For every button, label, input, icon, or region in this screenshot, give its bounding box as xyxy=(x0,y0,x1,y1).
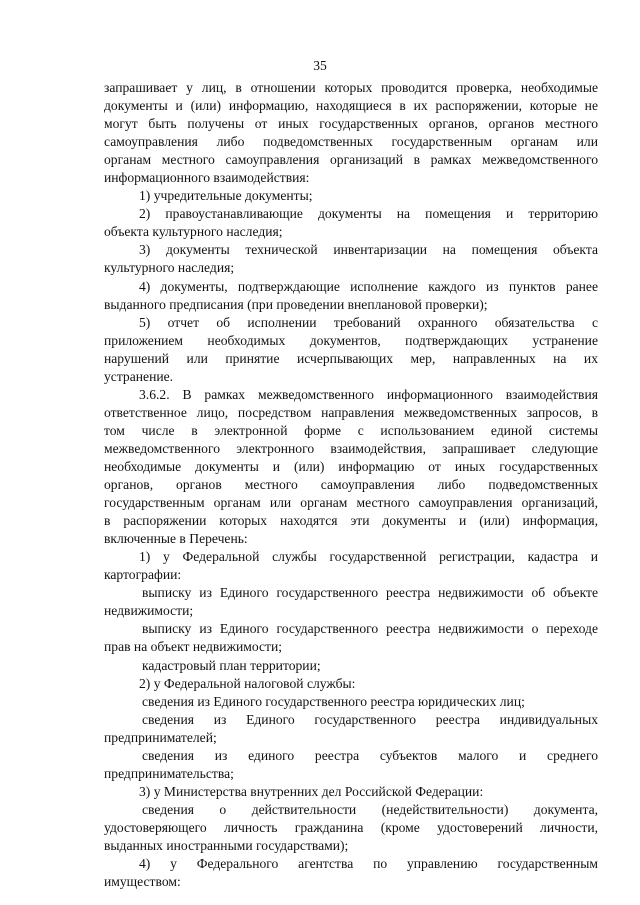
text-line: межведомственного электронного взаимодействия, запрашивает следующие xyxy=(104,440,598,456)
text-line: выписку из Единого государственного реестра недвижимости о переходе xyxy=(142,621,598,637)
text-line: 4) у Федерального агентства по управлению государственным xyxy=(139,856,598,872)
text-line: сведения из Единого государственного реестра юридических лиц; xyxy=(142,693,525,709)
text-line: в распоряжении которых находятся эти документы и (или) информация, xyxy=(104,513,598,529)
text-line: 1) учредительные документы; xyxy=(139,188,313,204)
text-line: ответственное лицо, посредством направления межведомственных запросов, в xyxy=(104,404,598,420)
text-line: 2) правоустанавливающие документы на помещения и территорию xyxy=(139,206,598,222)
text-line: предпринимательства; xyxy=(104,765,234,781)
text-line: недвижимости; xyxy=(104,603,194,619)
text-line: культурного наследия; xyxy=(104,260,235,276)
text-line: кадастровый план территории; xyxy=(142,657,321,673)
text-line: документы и (или) информацию, находящиеся в их распоряжении, которые не xyxy=(104,98,598,114)
document-body xyxy=(104,79,598,891)
text-line: запрашивает у лиц, в отношении которых проводится проверка, необходимые xyxy=(104,80,598,95)
page-number: 35 xyxy=(313,58,327,73)
text-line: предпринимателей; xyxy=(104,729,217,745)
text-line: прав на объект недвижимости; xyxy=(104,639,282,655)
text-line: органов, органов местного самоуправления либо подведомственных xyxy=(104,477,598,493)
text-line: выданных иностранными государствами); xyxy=(104,837,349,853)
text-line: выписку из Единого государственного реестра недвижимости об объекте xyxy=(142,585,598,601)
text-line: выданного предписания (при проведении внеплановой проверки); xyxy=(104,296,488,312)
text-line: сведения из единого реестра субъектов малого и среднего xyxy=(142,747,598,763)
text-line: нарушений или принятие исчерпывающих мер, направленных на их xyxy=(104,350,598,366)
text-line: имуществом: xyxy=(104,874,181,890)
text-line: сведения из Единого государственного реестра индивидуальных xyxy=(142,711,598,727)
text-line: удостоверяющего личность гражданина (кроме удостоверений личности, xyxy=(104,819,598,835)
text-line: информационного взаимодействия: xyxy=(104,170,310,186)
text-line: 3) у Министерства внутренних дел Российской Федерации: xyxy=(139,783,484,799)
text-line: 3) документы технической инвентаризации на помещения объекта xyxy=(139,242,598,258)
text-line: приложением необходимых документов, подтверждающих устранение xyxy=(104,332,598,348)
text-line: органам местного самоуправления организаций в рамках межведомственного xyxy=(104,152,598,168)
text-line: 2) у Федеральной налоговой службы: xyxy=(139,675,356,691)
text-line: государственным органам или органам местного самоуправления организаций, xyxy=(104,495,598,511)
text-line: могут быть получены от иных государственных органов, органов местного xyxy=(104,116,598,132)
text-line: том числе в электронной форме с использованием единой системы xyxy=(104,422,598,438)
text-line: объекта культурного наследия; xyxy=(104,224,283,240)
text-line: необходимые документы и (или) информацию от иных государственных xyxy=(104,458,598,474)
text-line: самоуправления либо подведомственных государственным органам или xyxy=(104,134,598,150)
text-line: сведения о действительности (недействительности) документа, xyxy=(142,801,598,817)
text-line: 3.6.2. В рамках межведомственного информационного взаимодействия xyxy=(139,386,598,402)
text-line: 4) документы, подтверждающие исполнение каждого из пунктов ранее xyxy=(139,278,598,294)
text-line: картографии: xyxy=(104,567,182,583)
text-line: включенные в Перечень: xyxy=(104,531,248,547)
text-line: 5) отчет об исполнении требований охранного обязательства с xyxy=(139,314,598,330)
text-line: 1) у Федеральной службы государственной регистрации, кадастра и xyxy=(139,549,598,565)
text-line: устранение. xyxy=(104,368,174,384)
